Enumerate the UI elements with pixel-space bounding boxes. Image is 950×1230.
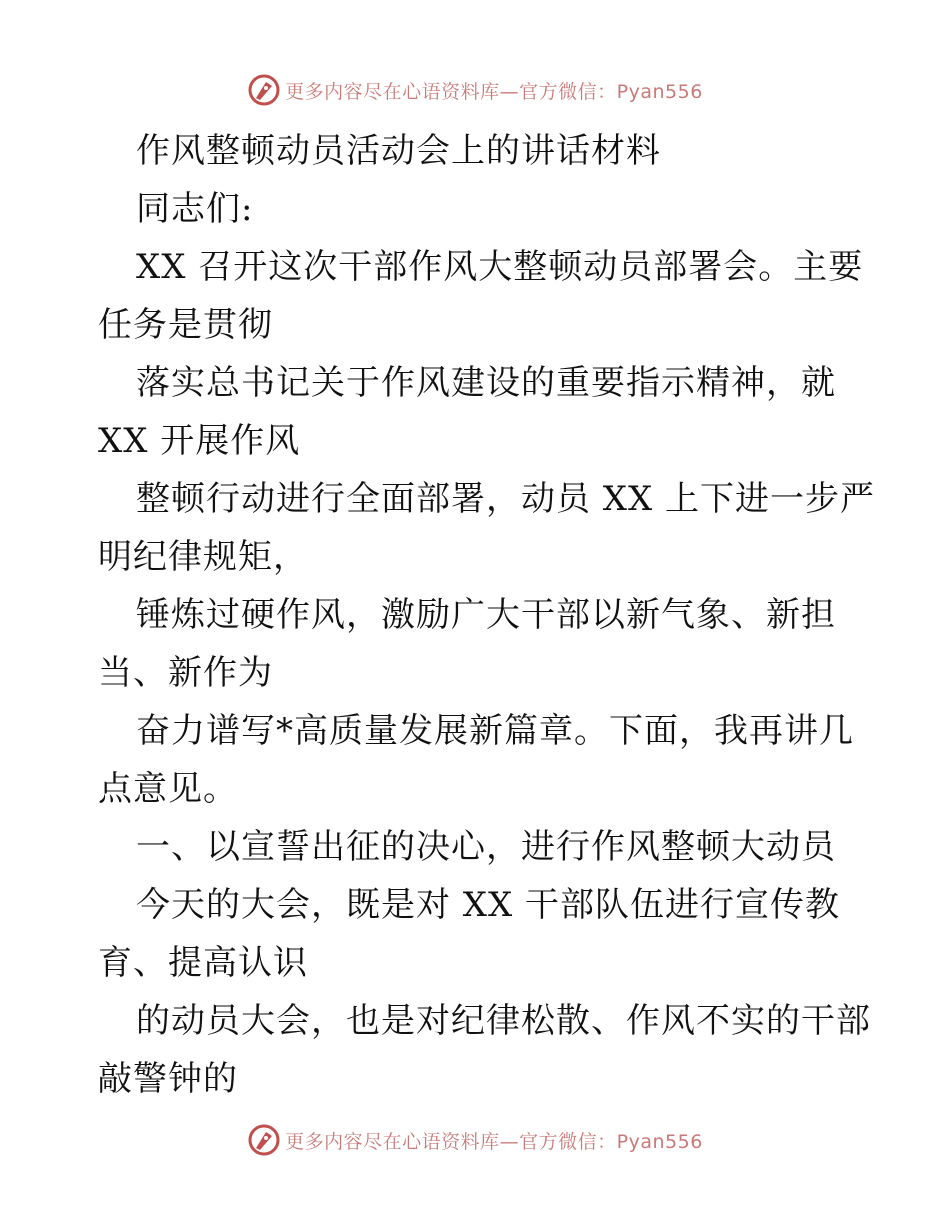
text-line: 的动员大会，也是对纪律松散、作风不实的干部: [136, 1001, 871, 1041]
watermark-text: 更多内容尽在心语资料库—官方微信：Pyan556: [285, 80, 703, 103]
text-line: 明纪律规矩，: [98, 537, 308, 577]
text-line: 锤炼过硬作风，激励广大干部以新气象、新担: [136, 595, 836, 635]
watermark-banner-top: [0, 70, 950, 110]
watermark-banner-bottom: [0, 1120, 950, 1160]
text-line: 育、提高认识: [98, 943, 308, 983]
text-line: XX 开展作风: [98, 421, 301, 461]
text-line: 落实总书记关于作风建设的重要指示精神，就: [136, 363, 836, 403]
pen-nib-circle-icon: [247, 73, 281, 107]
watermark-text: 更多内容尽在心语资料库—官方微信：Pyan556: [285, 1130, 703, 1153]
text-line: 任务是贯彻: [98, 305, 273, 345]
text-line: 整顿行动进行全面部署，动员 XX 上下进一步严: [136, 479, 876, 519]
document-body: [98, 122, 876, 1108]
text-line: 当、新作为: [98, 653, 273, 693]
section-heading: 一、以宣誓出征的决心，进行作风整顿大动员: [136, 827, 836, 867]
pen-nib-circle-icon: [247, 1123, 281, 1157]
document-title: 作风整顿动员活动会上的讲话材料: [136, 131, 661, 171]
text-line: 敲警钟的: [98, 1059, 238, 1099]
salutation: 同志们:: [136, 189, 254, 229]
text-line: 点意见。: [98, 769, 238, 809]
text-line: 奋力谱写*高质量发展新篇章。下面，我再讲几: [136, 711, 854, 751]
text-line: XX 召开这次干部作风大整顿动员部署会。主要: [136, 247, 864, 287]
text-line: 今天的大会，既是对 XX 干部队伍进行宣传教: [136, 885, 841, 925]
